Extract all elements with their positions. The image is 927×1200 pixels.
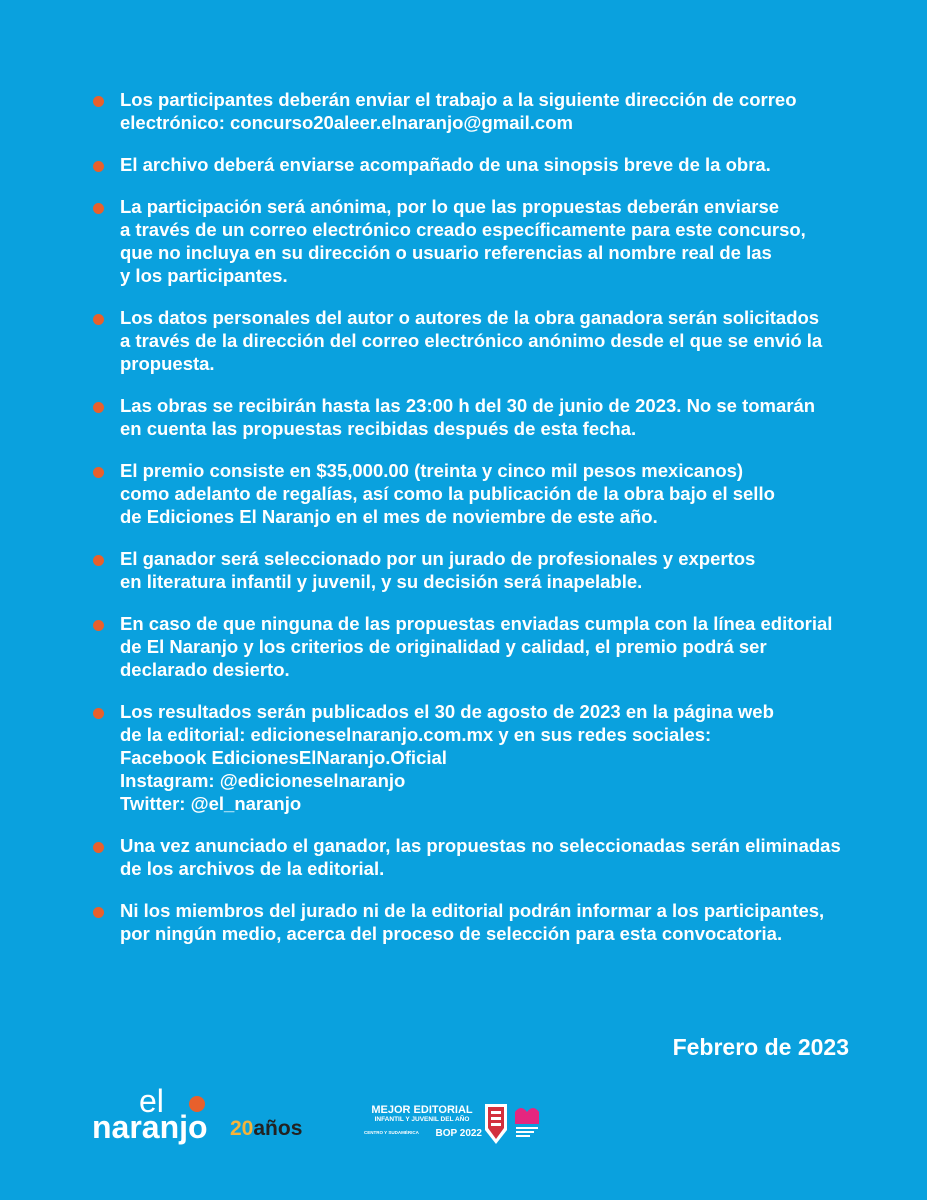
rule-line: de la editorial: edicioneselnaranjo.com.mx y en sus redes sociales:	[120, 724, 712, 745]
rule-item	[90, 459, 880, 528]
rule-line: como adelanto de regalías, así como la publicación de la obra bajo el sello	[120, 483, 775, 504]
rule-item	[90, 547, 880, 593]
rule-line: a través de la dirección del correo electrónico anónimo desde el que se envió la	[120, 330, 823, 351]
rule-line: declarado desierto.	[120, 659, 290, 680]
rule-line: y los participantes.	[120, 265, 288, 286]
rule-item	[90, 195, 880, 287]
rule-line: Ni los miembros del jurado ni de la editorial podrán informar a los participantes,	[120, 900, 825, 921]
rule-line: Twitter: @el_naranjo	[120, 793, 302, 814]
rule-line: El ganador será seleccionado por un jurado de profesionales y expertos	[120, 548, 756, 569]
publication-date: Febrero de 2023	[672, 1034, 849, 1060]
rule-item	[90, 834, 880, 880]
award-edition: BOP 2022	[435, 1128, 482, 1139]
bullet-icon	[93, 467, 104, 478]
award-region: CENTRO Y SUDAMÉRICA	[364, 1130, 419, 1135]
bullet-icon	[93, 620, 104, 631]
rule-item	[90, 153, 880, 176]
logo-anniversary	[230, 1117, 302, 1141]
rule-line: Los datos personales del autor o autores de la obra ganadora serán solicitados	[120, 307, 820, 328]
logo-years-number: 20	[230, 1117, 254, 1140]
award-block	[362, 1104, 482, 1144]
rule-line: en literatura infantil y juvenil, y su decisión será inapelable.	[120, 571, 643, 592]
rule-line: Los resultados serán publicados el 30 de agosto de 2023 en la página web	[120, 701, 774, 722]
bullet-icon	[93, 96, 104, 107]
rule-line: de los archivos de la editorial.	[120, 858, 385, 879]
rule-line: por ningún medio, acerca del proceso de selección para esta convocatoria.	[120, 923, 783, 944]
rule-line: de Ediciones El Naranjo en el mes de noviembre de este año.	[120, 506, 658, 527]
bullet-icon	[93, 555, 104, 566]
rule-line: La participación será anónima, por lo que las propuestas deberán enviarse	[120, 196, 780, 217]
rule-line: Los participantes deberán enviar el trabajo a la siguiente dirección de correo	[120, 89, 797, 110]
award-title: MEJOR EDITORIAL	[371, 1104, 473, 1116]
bop-shield-icon	[485, 1104, 507, 1144]
rule-item	[90, 306, 880, 375]
rule-line: Facebook EdicionesElNaranjo.Oficial	[120, 747, 447, 768]
award-badges-icon	[481, 1102, 543, 1148]
rule-item	[90, 88, 880, 134]
rule-line: electrónico: concurso20aleer.elnaranjo@gmail.com	[120, 112, 573, 133]
bullet-icon	[93, 314, 104, 325]
logo-years-word: años	[253, 1117, 303, 1140]
rule-line: que no incluya en su dirección o usuario referencias al nombre real de las	[120, 242, 772, 263]
bullet-icon	[93, 402, 104, 413]
rule-line: El archivo deberá enviarse acompañado de una sinopsis breve de la obra.	[120, 154, 771, 175]
bullet-icon	[93, 203, 104, 214]
award-subtitle: INFANTIL Y JUVENIL DEL AÑO	[374, 1116, 470, 1123]
rule-line: En caso de que ninguna de las propuestas enviadas cumpla con la línea editorial	[120, 613, 833, 634]
logo-naranjo-text: naranjo	[92, 1109, 208, 1145]
rule-line: de El Naranjo y los criterios de originalidad y calidad, el premio podrá ser	[120, 636, 767, 657]
el-naranjo-logo	[92, 1084, 332, 1148]
rule-line: Una vez anunciado el ganador, las propuestas no seleccionadas serán eliminadas	[120, 835, 841, 856]
rule-item	[90, 612, 880, 681]
logo-el-text: el	[139, 1083, 164, 1119]
bologna-fair-logo-icon	[515, 1108, 539, 1137]
rules-list	[90, 88, 880, 964]
bullet-icon	[93, 907, 104, 918]
rule-line: El premio consiste en $35,000.00 (treinta y cinco mil pesos mexicanos)	[120, 460, 744, 481]
rule-line: propuesta.	[120, 353, 215, 374]
bullet-icon	[93, 842, 104, 853]
rule-item	[90, 700, 880, 815]
rule-item	[90, 899, 880, 945]
rule-line: en cuenta las propuestas recibidas después de esta fecha.	[120, 418, 637, 439]
rule-item	[90, 394, 880, 440]
bullet-icon	[93, 161, 104, 172]
bullet-icon	[93, 708, 104, 719]
rule-line: Instagram: @edicioneselnaranjo	[120, 770, 406, 791]
rule-line: Las obras se recibirán hasta las 23:00 h del 30 de junio de 2023. No se tomarán	[120, 395, 816, 416]
rule-line: a través de un correo electrónico creado específicamente para este concurso,	[120, 219, 806, 240]
